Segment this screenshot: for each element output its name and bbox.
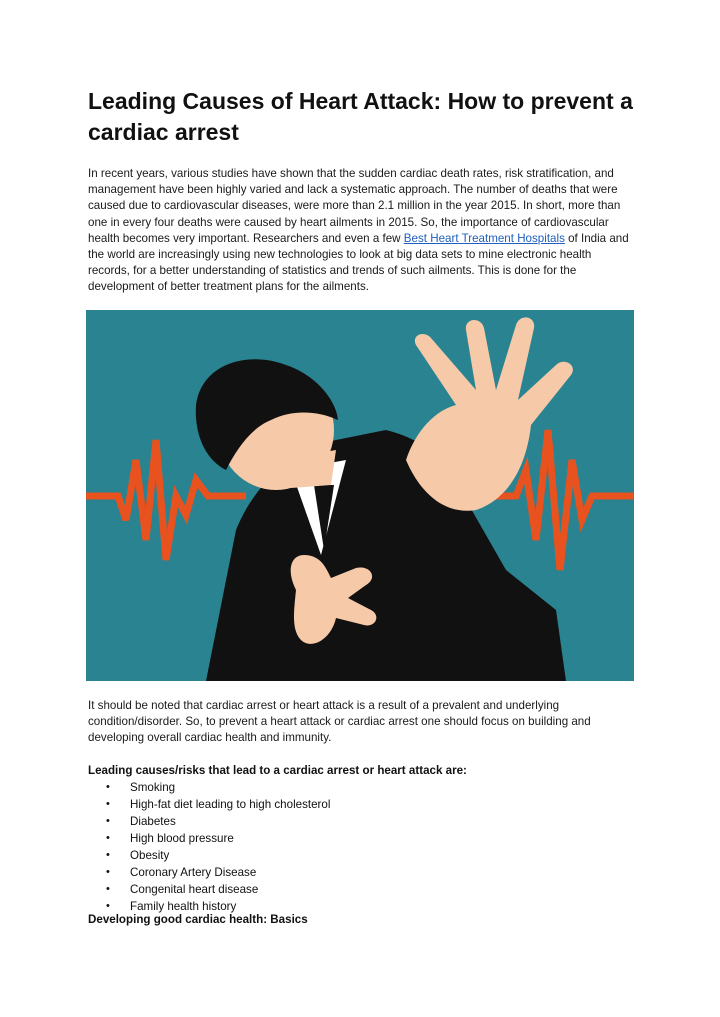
- intro-paragraph: [88, 166, 633, 296]
- list-item: [88, 864, 488, 881]
- causes-list: [88, 779, 488, 915]
- bullet-icon: •: [106, 781, 110, 793]
- bullet-icon: •: [106, 798, 110, 810]
- cause-label: Coronary Artery Disease: [130, 866, 257, 879]
- bullet-icon: •: [106, 866, 110, 878]
- basics-heading: Developing good cardiac health: Basics: [88, 913, 308, 926]
- bullet-icon: •: [106, 832, 110, 844]
- cause-label: Smoking: [130, 781, 176, 794]
- bullet-icon: •: [106, 849, 110, 861]
- cause-label: High blood pressure: [130, 832, 234, 845]
- list-item: [88, 796, 488, 813]
- cause-label: Congenital heart disease: [130, 883, 259, 896]
- list-item: [88, 813, 488, 830]
- list-item: [88, 830, 488, 847]
- intro-text-part1: In recent years, various studies have shown that the sudden cardiac death rates, risk stratification, and management have been highly varied and lack a systematic approach. The number of deaths that were caused due to cardiovascular diseases, were more than 2.1 million in the year 2015. In short, more than one in every four deaths were caused by heart ailments in 2015. So, the importance of cardiovascular health becomes very important. Researchers and even a few: [88, 167, 621, 245]
- cause-label: Obesity: [130, 849, 170, 862]
- bullet-icon: •: [106, 815, 110, 827]
- best-heart-treatment-hospitals-link[interactable]: Best Heart Treatment Hospitals: [403, 231, 565, 245]
- cause-label: High-fat diet leading to high cholesterol: [130, 798, 331, 811]
- cause-label: Diabetes: [130, 815, 176, 828]
- list-item: [88, 779, 488, 796]
- bullet-icon: •: [106, 883, 110, 895]
- cause-label: Family health history: [130, 900, 237, 913]
- list-item: [88, 881, 488, 898]
- intro-text-part2: of India and the world are increasingly using new technologies to look at big data sets to mine electronic health records, for a better understanding of statistics and trends of such ailments. This is done for the development of better treatment plans for the ailments.: [88, 231, 629, 294]
- prevention-paragraph: It should be noted that cardiac arrest or heart attack is a result of a prevalent and underlying condition/disorder. So, to prevent a heart attack or cardiac arrest one should focus on building and developing overall cardiac health and immunity.: [88, 699, 591, 745]
- article-title: Leading Causes of Heart Attack: How to prevent a cardiac arrest: [88, 88, 633, 145]
- bullet-icon: •: [106, 900, 110, 912]
- list-item: [88, 847, 488, 864]
- causes-heading: Leading causes/risks that lead to a cardiac arrest or heart attack are:: [88, 764, 467, 777]
- heart-attack-illustration: [86, 310, 634, 681]
